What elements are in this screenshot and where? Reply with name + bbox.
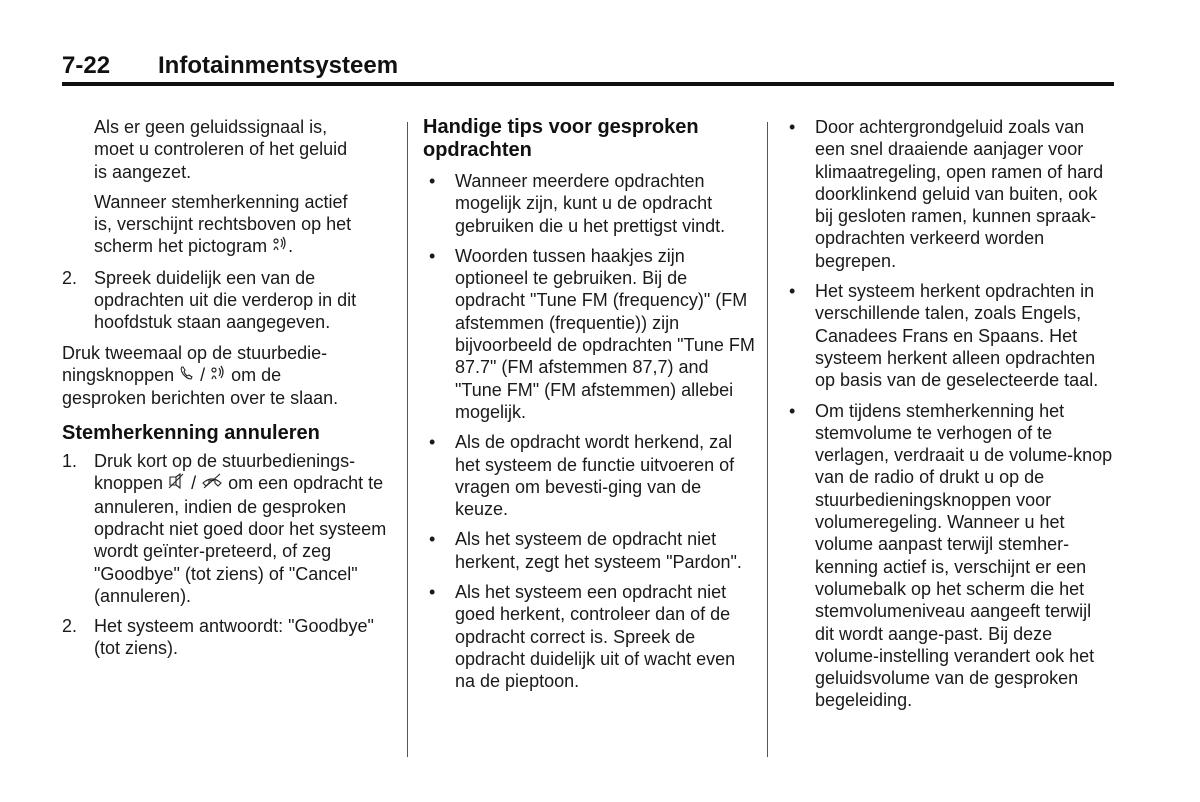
header-rule — [62, 82, 1114, 86]
column-2 — [423, 116, 758, 693]
step-2-cancel: 2. Het systeem antwoordt: "Goodbye" (tot ziens). — [62, 616, 374, 659]
tip-bullet: • Als het systeem een opdracht niet goed herkent, controleer dan of de opdracht correct is. Spreek de opdracht duidelijk uit of wacht even na de pieptoon. — [429, 582, 736, 692]
tip-bullet: • Als de opdracht wordt herkend, zal het systeem de functie uitvoeren of vragen om bevesti-ging van de keuze. — [429, 432, 735, 520]
tip-bullet: • Om tijdens stemherkenning het stemvolume te verhogen of te verlagen, verdraait u de volume-knop van de radio of drukt u op de stuurbedieningsknoppen voor volumeregeling. Wanneer u het volume aanpast terwijl stemher-kenning actief is, verschijnt er een volumebalk op het scherm die het stemvolumeniveau aangeeft terwijl dit wordt aange-past. Bij deze volume-instelling verandert ook het geluidsvolume van de gesproken begeleiding. — [789, 400, 1113, 711]
tip-bullet: • Als het systeem de opdracht niet herkent, zegt het systeem "Pardon". — [429, 529, 742, 572]
section-heading-tips: Handige tips voor gesproken opdrachten — [423, 116, 699, 161]
tip-bullet: • Het systeem herkent opdrachten in verschillende talen, zoals Engels, Canadees Frans en Spaans. Het systeem herkent alleen opdrachten op basis van de geselecteerde taal. — [789, 281, 1099, 391]
page-header — [62, 52, 1114, 82]
paragraph-skip-prompts: Druk tweemaal op de stuurbedie-ningsknoppen / om de gesproken berichten over te slaan. — [62, 342, 339, 409]
tip-bullet: • Door achtergrondgeluid zoals van een snel draaiende aanjager voor klimaatregeling, open ramen of hard doorklinkend geluid van buiten, ook bij gesloten ramen, kunnen spraak-opdrachten verkeerd worden begrepen. — [789, 117, 1104, 271]
tip-bullet: • Wanneer meerdere opdrachten mogelijk zijn, kunt u de opdracht gebruiken die u het prettigst vindt. — [429, 171, 726, 236]
column-divider-1 — [407, 122, 408, 757]
section-heading-cancel: Stemherkenning annuleren — [62, 421, 320, 444]
step-2: 2. Spreek duidelijk een van de opdrachten uit die verderop in dit hoofdstuk staan aangegeven. — [62, 267, 357, 333]
end-call-icon — [201, 473, 223, 495]
voice-recognition-icon — [210, 365, 226, 387]
paragraph-voice-active: Wanneer stemherkenning actief is, verschijnt rechtsboven op het scherm het pictogram . — [62, 191, 364, 259]
column-divider-2 — [767, 122, 768, 757]
step-1-cancel: 1. Druk kort op de stuurbedienings-knoppen / om een opdracht te annuleren, indien de gesproken opdracht niet goed door het systeem wordt geïnter-preteerd, of zeg "Goodbye" (tot ziens) of "Cancel" (annuleren). — [62, 451, 387, 606]
tip-bullet: • Woorden tussen haakjes zijn optioneel te gebruiken. Bij de opdracht "Tune FM (frequency)" (FM afstemmen (frequentie)) zijn bijvoorbeeld de opdrachten "Tune FM 87.7" (FM afstemmen 87,7) and "Tune FM" (FM afstemmen) allebei mogelijk. — [429, 245, 755, 422]
push-to-talk-icon — [179, 365, 195, 387]
mute-icon — [168, 473, 186, 495]
column-1 — [62, 116, 397, 660]
chapter-title: Infotainmentsysteem — [158, 52, 399, 79]
column-3 — [783, 116, 1113, 712]
paragraph-no-sound: Als er geen geluidssignaal is, moet u controleren of het geluid is aangezet. — [94, 117, 348, 182]
page-number: 7-22 — [62, 52, 111, 79]
voice-recognition-icon — [272, 236, 288, 258]
